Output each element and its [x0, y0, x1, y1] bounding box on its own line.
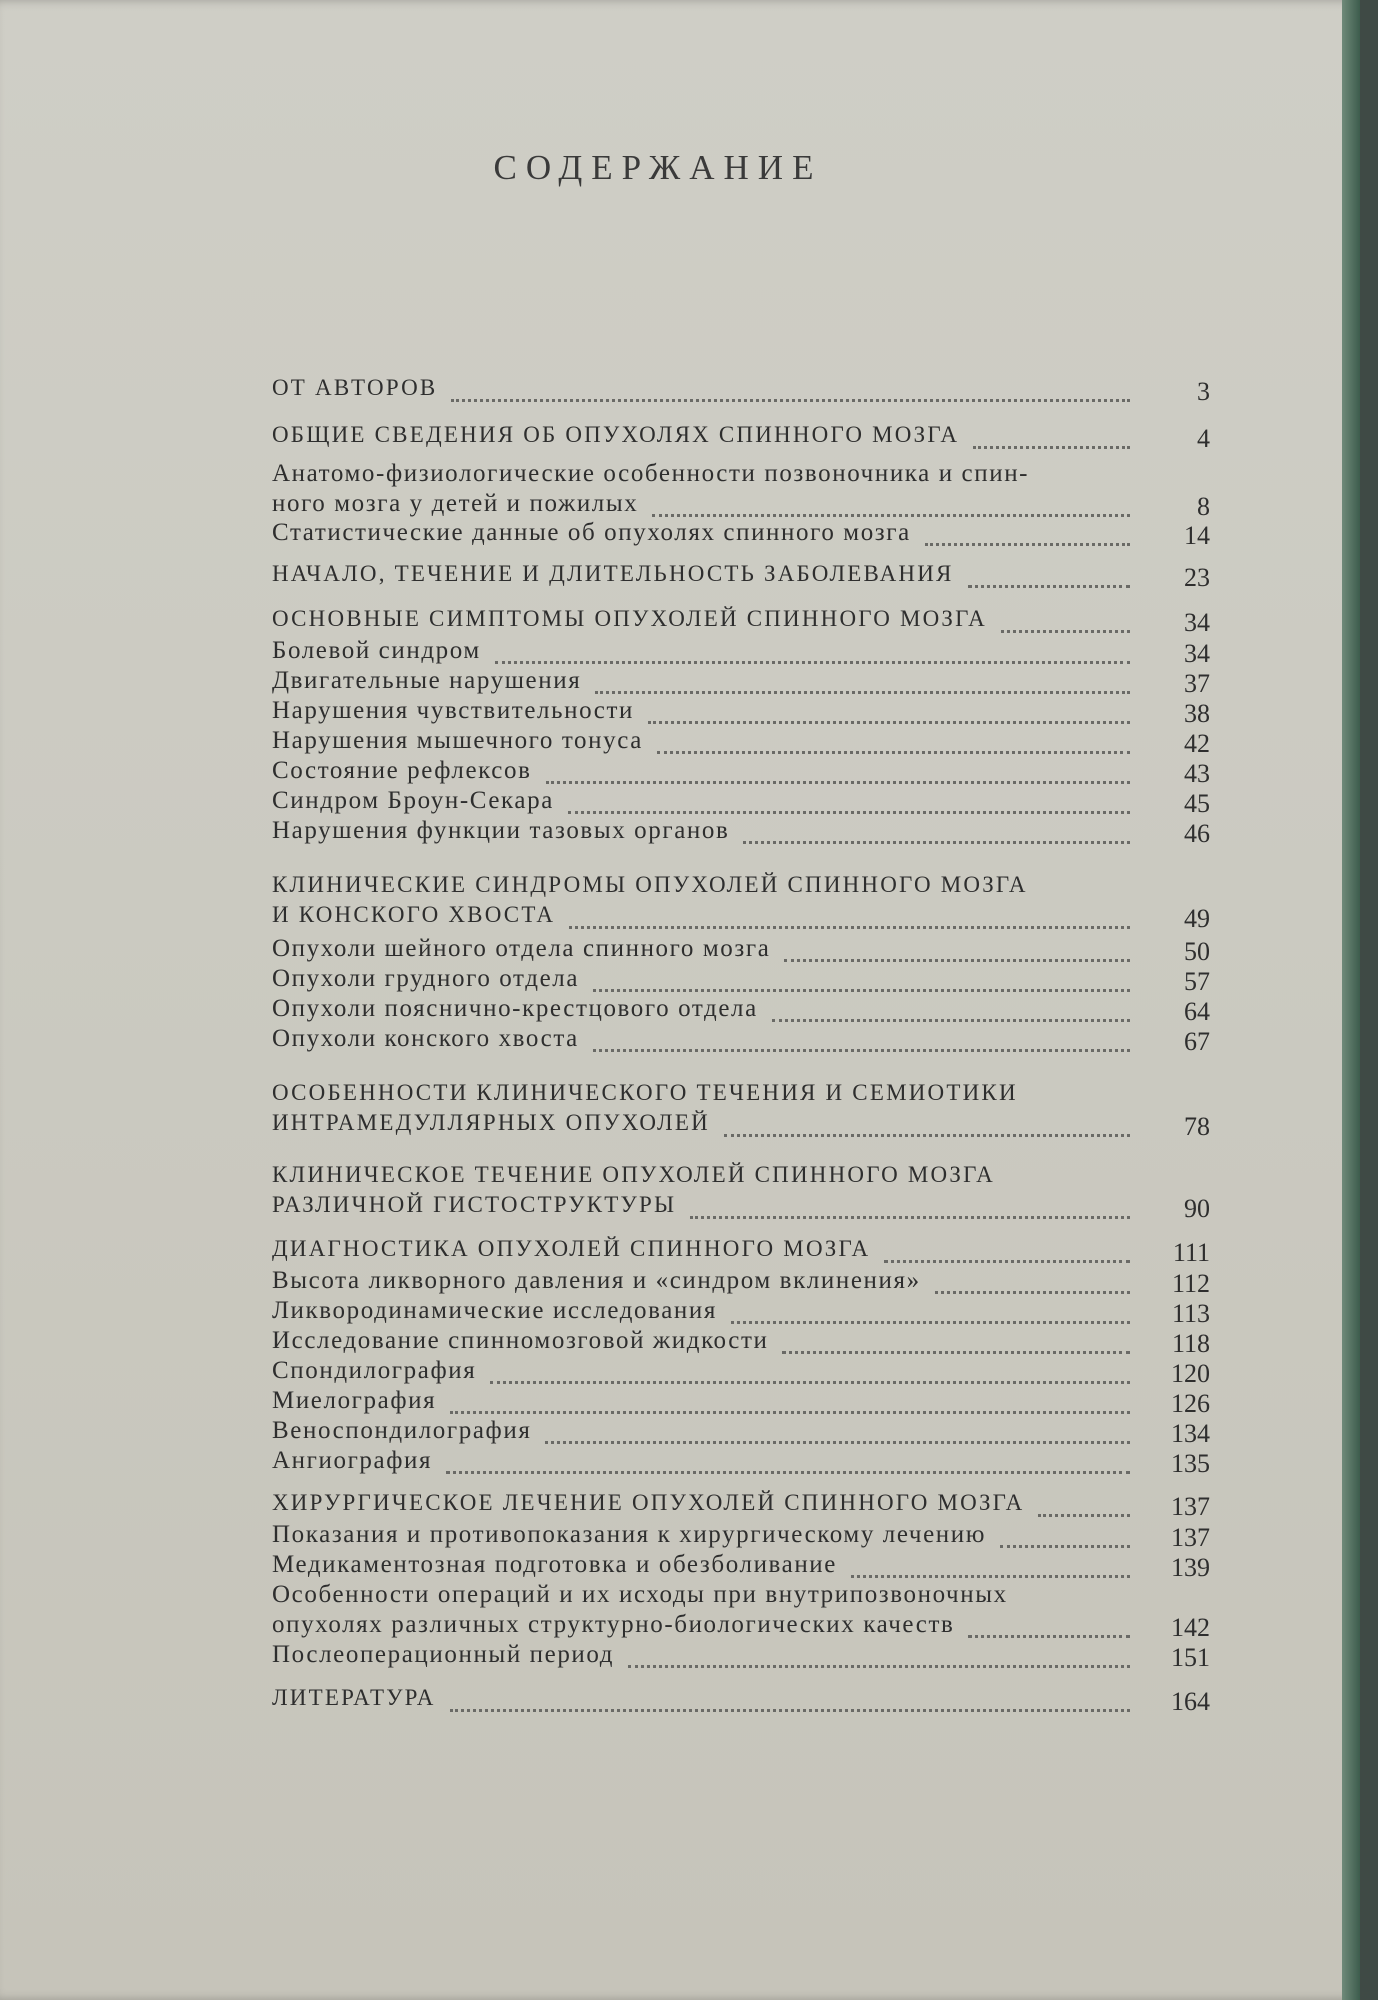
toc-page-number: 112 — [1171, 1269, 1210, 1298]
page-title: СОДЕРЖАНИЕ — [493, 148, 823, 187]
toc-page-number: 67 — [1184, 1027, 1210, 1056]
toc-subsection-title: Показания и противопоказания к хирургическому лечению — [272, 1521, 987, 1548]
dot-leader — [495, 661, 1130, 664]
toc-page-number: 8 — [1197, 492, 1210, 521]
dot-leader — [935, 1291, 1130, 1294]
dot-leader — [1038, 1514, 1130, 1517]
toc-subsection-title: Послеоперационный период — [272, 1641, 615, 1668]
dot-leader — [593, 1049, 1130, 1052]
toc-subsection-title: Спондилография — [272, 1357, 477, 1384]
toc-section-title: И КОНСКОГО ХВОСТА — [272, 902, 556, 927]
toc-page-number: 37 — [1184, 669, 1210, 698]
toc-page-number: 139 — [1171, 1553, 1210, 1582]
dot-leader — [446, 1471, 1130, 1474]
toc-page-number: 151 — [1171, 1643, 1210, 1672]
toc-section-title: ОТ АВТОРОВ — [272, 375, 438, 400]
toc-subsection-title: Миелография — [272, 1387, 437, 1414]
toc-subsection-title: Нарушения чувствительности — [272, 697, 635, 724]
dot-leader — [595, 691, 1130, 694]
toc-page-number: 4 — [1197, 424, 1210, 453]
toc-page-number: 14 — [1184, 521, 1210, 550]
toc-subsection-title: опухолях различных структурно-биологических качеств — [272, 1611, 955, 1638]
dot-leader — [884, 1260, 1130, 1263]
dot-leader — [731, 1321, 1130, 1324]
dot-leader — [628, 1665, 1130, 1668]
dot-leader — [490, 1381, 1130, 1384]
toc-subsection-title: Нарушения мышечного тонуса — [272, 727, 643, 754]
toc-page-number: 45 — [1184, 789, 1210, 818]
toc-page-number: 137 — [1171, 1523, 1210, 1552]
toc-section-title: РАЗЛИЧНОЙ ГИСТОСТРУКТУРЫ — [272, 1192, 677, 1217]
dot-leader — [690, 1216, 1130, 1219]
toc-section-title: ИНТРАМЕДУЛЛЯРНЫХ ОПУХОЛЕЙ — [272, 1110, 710, 1135]
toc-subsection-title: ного мозга у детей и пожилых — [272, 490, 639, 517]
toc-subsection-title: Опухоли конского хвоста — [272, 1025, 579, 1052]
toc-page-number: 142 — [1171, 1613, 1210, 1642]
toc-section-title: ДИАГНОСТИКА ОПУХОЛЕЙ СПИННОГО МОЗГА — [272, 1236, 871, 1261]
dot-leader — [784, 959, 1130, 962]
toc-subsection-title: Болевой синдром — [272, 637, 481, 664]
toc-page-number: 57 — [1184, 967, 1210, 996]
toc-page-number: 113 — [1171, 1299, 1210, 1328]
dot-leader — [925, 543, 1130, 546]
dot-leader — [450, 1411, 1130, 1414]
toc-subsection-title: Двигательные нарушения — [272, 667, 582, 694]
toc-page-number: 3 — [1197, 377, 1210, 406]
dot-leader — [652, 514, 1130, 517]
dot-leader — [851, 1575, 1130, 1578]
dot-leader — [782, 1351, 1130, 1354]
dot-leader — [545, 1441, 1130, 1444]
toc-page-number: 50 — [1184, 937, 1210, 966]
toc-subsection-title: Медикаментозная подготовка и обезболивание — [272, 1551, 837, 1578]
toc-subsection-title: Особенности операций и их исходы при внутрипозвоночных — [272, 1581, 1008, 1608]
toc-page-number: 38 — [1184, 699, 1210, 728]
toc-page-number: 42 — [1184, 729, 1210, 758]
toc-section-title: КЛИНИЧЕСКОЕ ТЕЧЕНИЕ ОПУХОЛЕЙ СПИННОГО МОЗГА — [272, 1162, 995, 1187]
toc-subsection-title: Опухоли шейного отдела спинного мозга — [272, 935, 771, 962]
dot-leader — [724, 1134, 1130, 1137]
dot-leader — [568, 811, 1130, 814]
toc-page-number: 111 — [1172, 1238, 1210, 1267]
toc-page-number: 34 — [1184, 639, 1210, 668]
toc-section-title: НАЧАЛО, ТЕЧЕНИЕ И ДЛИТЕЛЬНОСТЬ ЗАБОЛЕВАНИЯ — [272, 561, 954, 586]
book-cover-edge — [1342, 0, 1360, 2000]
dot-leader — [973, 446, 1130, 449]
dot-leader — [546, 781, 1131, 784]
toc-page-number: 78 — [1184, 1112, 1210, 1141]
dot-leader — [451, 399, 1130, 402]
toc-subsection-title: Опухоли пояснично-крестцового отдела — [272, 995, 758, 1022]
toc-subsection-title: Исследование спинномозговой жидкости — [272, 1327, 769, 1354]
toc-page-number: 135 — [1171, 1449, 1210, 1478]
toc-page-number: 46 — [1184, 819, 1210, 848]
toc-page-number: 43 — [1184, 759, 1210, 788]
toc-section-title: ОСНОВНЫЕ СИМПТОМЫ ОПУХОЛЕЙ СПИННОГО МОЗГА — [272, 606, 987, 631]
toc-page-number: 137 — [1171, 1492, 1210, 1521]
toc-section-title: ОБЩИЕ СВЕДЕНИЯ ОБ ОПУХОЛЯХ СПИННОГО МОЗГА — [272, 422, 960, 447]
toc-subsection-title: Синдром Броун-Секара — [272, 787, 554, 814]
dot-leader — [743, 841, 1130, 844]
toc-page-number: 34 — [1184, 608, 1210, 637]
toc-subsection-title: Опухоли грудного отдела — [272, 965, 580, 992]
toc-page-number: 126 — [1171, 1389, 1210, 1418]
dot-leader — [450, 1709, 1130, 1712]
dot-leader — [772, 1019, 1130, 1022]
toc-subsection-title: Высота ликворного давления и «синдром вклинения» — [272, 1267, 921, 1294]
dot-leader — [1001, 630, 1130, 633]
toc-page-number: 118 — [1171, 1329, 1210, 1358]
toc-section-title: ЛИТЕРАТУРА — [272, 1685, 436, 1710]
toc-page-number: 90 — [1184, 1194, 1210, 1223]
dot-leader — [1000, 1545, 1130, 1548]
toc-page-number: 64 — [1184, 997, 1210, 1026]
toc-page-number: 49 — [1184, 904, 1210, 933]
toc-subsection-title: Веноспондилография — [272, 1417, 532, 1444]
dot-leader — [569, 926, 1130, 929]
toc-subsection-title: Нарушения функции тазовых органов — [272, 817, 730, 844]
toc-subsection-title: Статистические данные об опухолях спинного мозга — [272, 519, 911, 546]
toc-subsection-title: Состояние рефлексов — [272, 757, 532, 784]
dot-leader — [968, 585, 1130, 588]
toc-page-number: 134 — [1171, 1419, 1210, 1448]
dot-leader — [648, 721, 1130, 724]
dot-leader — [968, 1635, 1130, 1638]
toc-subsection-title: Ангиография — [272, 1447, 433, 1474]
toc-subsection-title: Ликвородинамические исследования — [272, 1297, 717, 1324]
dot-leader — [593, 989, 1130, 992]
toc-section-title: КЛИНИЧЕСКИЕ СИНДРОМЫ ОПУХОЛЕЙ СПИННОГО МОЗГА — [272, 872, 1028, 897]
toc-section-title: ОСОБЕННОСТИ КЛИНИЧЕСКОГО ТЕЧЕНИЯ И СЕМИОТИКИ — [272, 1080, 1018, 1105]
toc-page-number: 120 — [1171, 1359, 1210, 1388]
dot-leader — [657, 751, 1130, 754]
toc-page-number: 23 — [1184, 563, 1210, 592]
toc-section-title: ХИРУРГИЧЕСКОЕ ЛЕЧЕНИЕ ОПУХОЛЕЙ СПИННОГО МОЗГА — [272, 1490, 1025, 1515]
toc-subsection-title: Анатомо-физиологические особенности позвоночника и спин- — [272, 460, 1030, 487]
toc-page-number: 164 — [1171, 1687, 1210, 1716]
